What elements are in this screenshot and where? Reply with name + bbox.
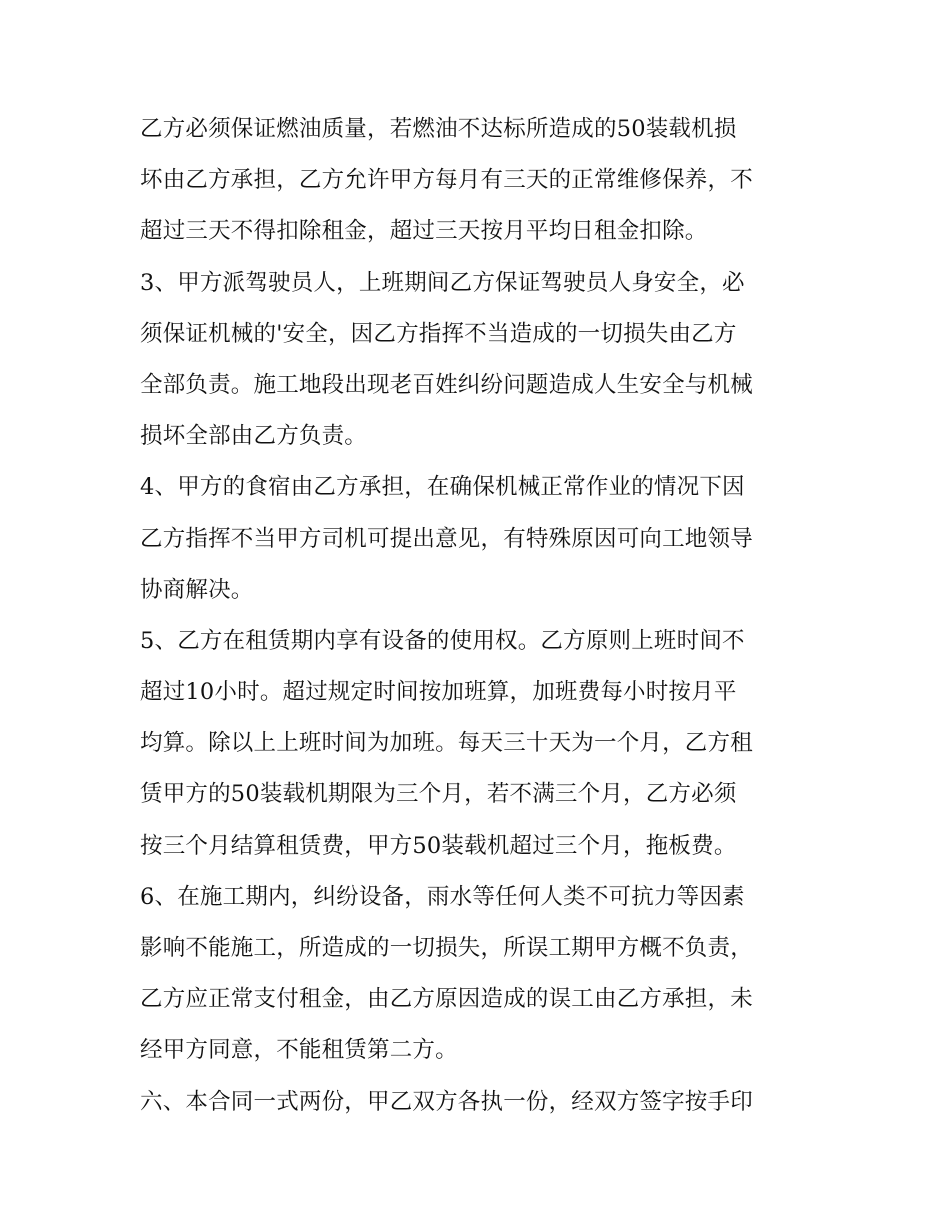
text-line-17: 影响不能施工，所造成的一切损失，所误工期甲方概不负责， xyxy=(140,935,753,961)
contract-text xyxy=(140,104,820,1128)
text-line-11: 5、乙方在租赁期内享有设备的使用权。乙方原则上班时间不 xyxy=(140,627,745,654)
text-line-14: 赁甲方的50装载机期限为三个月，若不满三个月，乙方必须 xyxy=(140,781,737,808)
text-line-12: 超过10小时。超过规定时间按加班算，加班费每小时按月平 xyxy=(140,679,737,706)
text-line-2: 坏由乙方承担，乙方允许甲方每月有三天的正常维修保养，不 xyxy=(140,167,753,194)
text-line-15: 按三个月结算租赁费，甲方50装载机超过三个月，拖板费。 xyxy=(140,832,737,859)
text-line-7: 损坏全部由乙方负责。 xyxy=(140,423,368,450)
text-line-9: 乙方指挥不当甲方司机可提出意见，有特殊原因可向工地领导 xyxy=(140,525,753,552)
text-line-20: 六、本合同一式两份，甲乙双方各执一份，经双方签字按手印 xyxy=(140,1088,753,1115)
text-line-5: 须保证机械的'安全，因乙方指挥不当造成的一切损失由乙方 xyxy=(140,320,737,347)
text-line-8: 4、甲方的食宿由乙方承担，在确保机械正常作业的情况下因 xyxy=(140,474,745,501)
text-line-13: 均算。除以上上班时间为加班。每天三十天为一个月，乙方租 xyxy=(140,730,753,757)
text-line-1: 乙方必须保证燃油质量，若燃油不达标所造成的50装载机损 xyxy=(140,116,737,142)
text-line-3: 超过三天不得扣除租金，超过三天按月平均日租金扣除。 xyxy=(140,218,708,245)
text-line-6: 全部负责。施工地段出现老百姓纠纷问题造成人生安全与机械 xyxy=(140,371,753,398)
text-line-19: 经甲方同意，不能租赁第二方。 xyxy=(140,1037,458,1064)
text-line-10: 协商解决。 xyxy=(140,576,254,603)
text-line-16: 6、在施工期内，纠纷设备，雨水等任何人类不可抗力等因素 xyxy=(140,883,745,910)
text-line-4: 3、甲方派驾驶员人，上班期间乙方保证驾驶员人身安全，必 xyxy=(140,269,745,296)
text-line-18: 乙方应正常支付租金，由乙方原因造成的误工由乙方承担，未 xyxy=(140,986,753,1013)
